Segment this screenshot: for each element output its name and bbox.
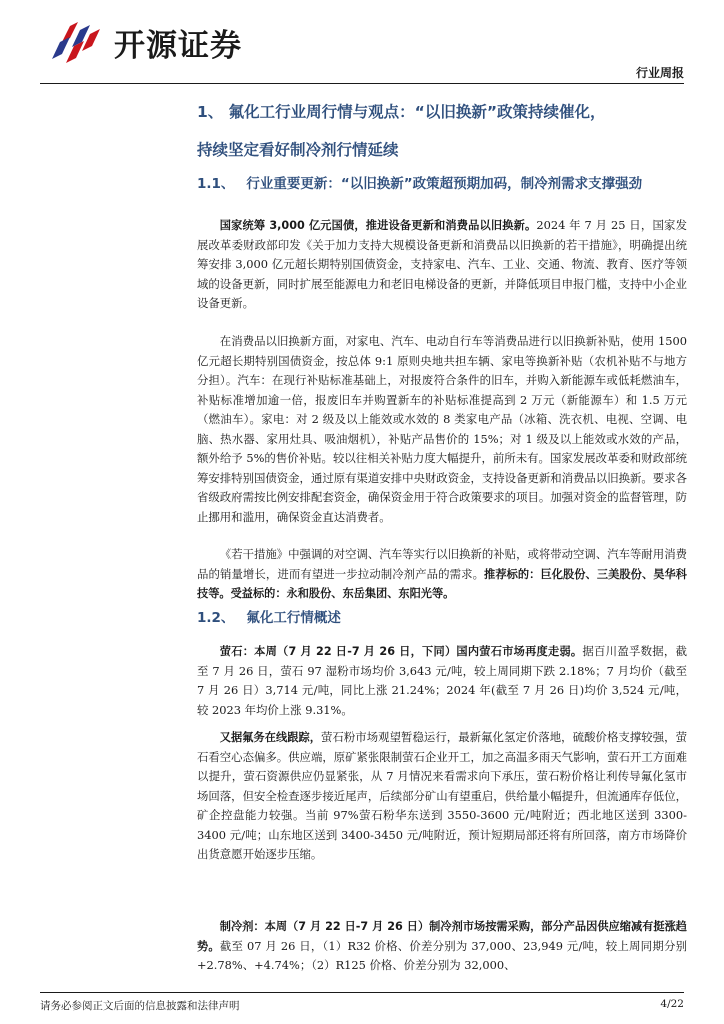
paragraph-body: 在消费品以旧换新方面，对家电、汽车、电动自行车等消费品进行以旧换新补贴，使用 1500 亿元超长期特别国债资金，按总体 9:1 原则央地共担车辆、家电等换新补贴（农机补贴不与地方分担）。汽车：在现行补贴标准基础上，对报废符合条件的旧车，并购入新能源车或低耗燃油车，补贴标准增加逾一倍，报废旧车并购置新车的补贴标准提高到 2 万元（新能源车）和 1.5 万元（燃油车）。家电：对 2 级及以上能效或水效的 8 类家电产品（冰箱、洗衣机、电视、空调、电脑、热水器、家用灶具、吸油烟机），补贴产品售价的 15%；对 1 级及以上能效或水效的产品，额外给予 5%的售价补贴。较以往相关补贴力度大幅提升，前所未有。国家发展改革委和财政部统筹安排特别国债资金，通过原有渠道安排中央财政资金，支持设备更新和消费品以旧换新。要求各省级政府需按比例安排配套资金，确保资金用于符合政策要求的项目。加强对资金的监督管理，防止挪用和滥用，确保资金直达消费者。 bbox=[197, 334, 687, 524]
section-1-2-number: 1.2、 bbox=[197, 610, 235, 626]
page-number: 4/22 bbox=[660, 998, 684, 1010]
paragraph-lead: 制冷剂：本周（7 月 22 日-7 月 26 日）制冷剂市场按需采购，部分产品因供应缩减有挺涨趋势。 bbox=[197, 920, 687, 953]
paragraph-body: 萤石粉市场观望暂稳运行，最新氟化氢定价落地，硫酸价格支撑较强，萤石看空心态偏多。供应端，原矿紧张限制萤石企业开工，加之高温多雨天气影响，萤石开工方面难以提升，萤石资源供应仍显紧张，从 7 月情况来看需求向下承压，萤石粉价格让利传导氟化氢市场回落，但安全检查逐步接近尾声，后续部分矿山有望重启，供给量小幅提升，但流通库存低位，矿企控盘能力较强。当前 97%萤石粉华东送到 3550-3600 元/吨附近；西北地区送到 3300-3400 元/吨；山东地区送到 3400-3450 元/吨附近，预计短期局部还将有所回落，南方市场降价出货意愿开始逐步压缩。 bbox=[197, 730, 687, 861]
footer-disclaimer: 请务必参阅正文后面的信息披露和法律声明 bbox=[40, 1000, 240, 1012]
recommended-stocks: 推荐标的：巨化股份、三美股份、昊华科技等。受益标的：永和股份、东岳集团、东阳光等。 bbox=[197, 567, 687, 600]
section-1-2-paragraph-3 bbox=[197, 917, 687, 976]
paragraph-lead: 国家统筹 3,000 亿元国债，推进设备更新和消费品以旧换新。 bbox=[219, 219, 537, 232]
section-1-1-number: 1.1、 bbox=[197, 176, 235, 192]
section-1-1-heading bbox=[197, 174, 687, 195]
company-logo bbox=[50, 20, 242, 64]
section-1-1-paragraph-2 bbox=[197, 332, 687, 527]
section-1-1-title: 行业重要更新：“以旧换新”政策超预期加码，制冷剂需求支撑强劲 bbox=[246, 176, 643, 192]
logo-mark-icon bbox=[50, 20, 108, 64]
paragraph-body: 截至 07 月 26 日，（1）R32 价格、价差分别为 37,000、23,949 元/吨，较上周同期分别+2.78%、+4.74%；（2）R125 价格、价差分别为 32,000、 bbox=[197, 938, 687, 972]
paragraph-body: 《若干措施》中强调的对空调、汽车等实行以旧换新的补贴，或将带动空调、汽车等耐用消费品的销量增长，进而有望进一步拉动制冷剂产品的需求。 bbox=[197, 547, 687, 581]
paragraph-body: 2024 年 7 月 25 日，国家发展改革委财政部印发《关于加力支持大规模设备更新和消费品以旧换新的若干措施》，明确提出统筹安排 3,000 亿元超长期特别国债资金，支持家电、汽车、工业、交通、物流、教育、医疗等领域的设备更新，同时扩展至能源电力和老旧电梯设备的更新，并降低项目申报门槛，支持中小企业设备更新。 bbox=[197, 218, 687, 310]
section-1-1-paragraph-1 bbox=[197, 216, 687, 314]
section-1-2-heading bbox=[197, 608, 687, 629]
section-1-title-line2: 持续坚定看好制冷剂行情延续 bbox=[197, 141, 399, 159]
report-type-label: 行业周报 bbox=[635, 66, 684, 80]
logo-text: 开源证券 bbox=[114, 27, 242, 64]
paragraph-lead: 又据氟务在线跟踪， bbox=[219, 731, 321, 744]
paragraph-body: 据百川盈孚数据，截至 7 月 26 日，萤石 97 湿粉市场均价 3,643 元/吨，较上周同期下跌 2.18%；7 月均价（截至 7 月 26 日）3,714 元/吨，同比上涨 21.24%；2024 年(截至 7 月 26 日)均价 3,524 元/吨，较 2023 年均价上涨 9.31%。 bbox=[197, 644, 687, 717]
section-1-2-title: 氟化工行情概述 bbox=[246, 610, 341, 626]
header-divider bbox=[40, 83, 684, 84]
section-1-2-paragraph-2 bbox=[197, 728, 687, 865]
section-1-title-line1: 1、 氟化工行业周行情与观点：“以旧换新”政策持续催化， bbox=[197, 103, 606, 121]
paragraph-lead: 萤石：本周（7 月 22 日-7 月 26 日，下同）国内萤石市场再度走弱。 bbox=[219, 645, 583, 658]
section-1-2-paragraph-1 bbox=[197, 642, 687, 720]
footer-divider bbox=[40, 992, 684, 993]
section-1-1-paragraph-3 bbox=[197, 545, 687, 604]
